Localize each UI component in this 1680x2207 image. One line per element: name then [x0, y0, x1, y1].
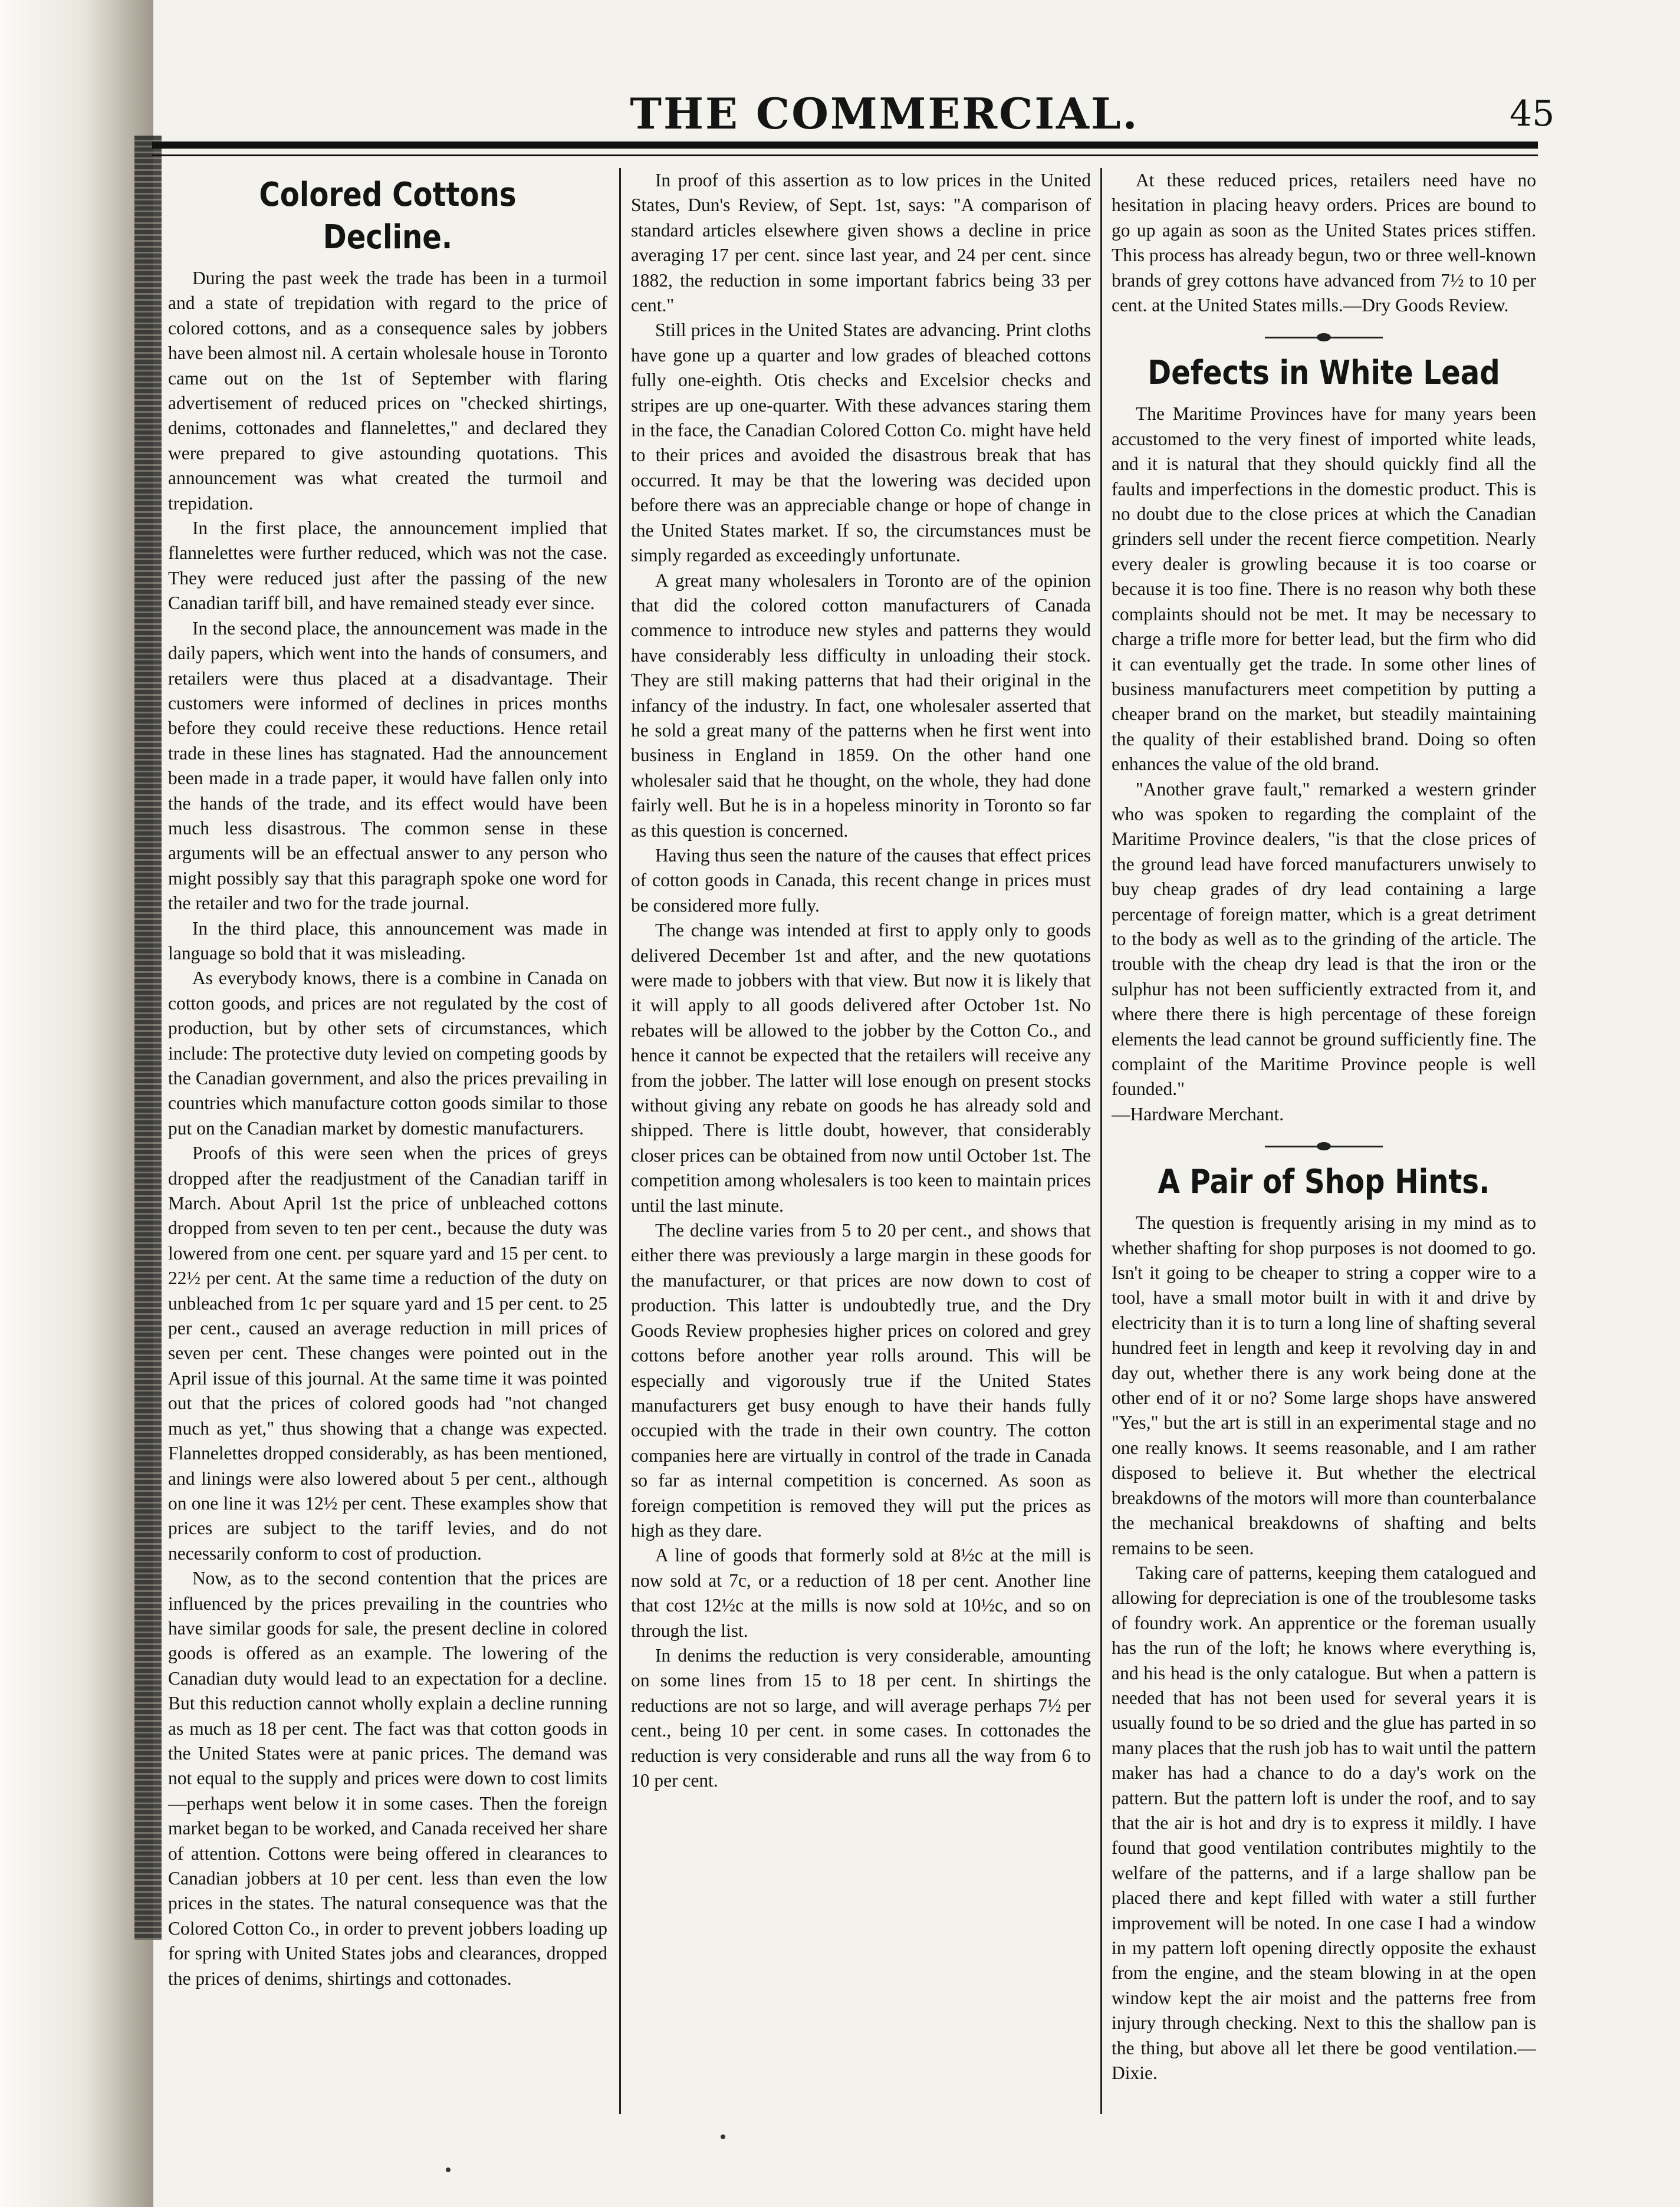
article-paragraph: Proofs of this were seen when the prices of greys dropped after the readjustment of the Canadian tariff in March. About April 1st the price of unbleached cottons dropped from seven to ten per cent., because the duty was lowered from one cent. per square yard and 15 per cent. to 22½ per cent. At the same time a reduction of the duty on unbleached from 1c per square yard and 15 per cent. to 25 per cent., caused an average reduction in mill prices of seven per cent. These changes were pointed out in the April issue of this journal. At the same time it was pointed out that the prices of colored goods had "not changed much as yet," thus showing that a change was expected. Flannelettes dropped considerably, as has been mentioned, and linings were also lowered about 5 per cent., although on one line it was 12½ per cent. These examples show that prices are subject to the tariff levies, and do not necessarily conform to cost of production.: [168, 1143, 607, 1564]
article-paragraph: As everybody knows, there is a combine in Canada on cotton goods, and prices are not regulated by the cost of production, but by other sets of circumstances, which include: The protective duty levied on competing goods by the Canadian government, and also the prices prevailing in countries which manufacture cotton goods similar to those put on the Canadian market by domestic manufacturers.: [168, 968, 607, 1139]
article-paragraph: Taking care of patterns, keeping them catalogued and allowing for depreciation is one of the troublesome tasks of foundry work. An apprentice or the foreman usually has the run of the loft; he knows where everything is, and his head is the only catalogue. But when a pattern is needed that has not been used for several years it is usually found to be so dried and the glue has parted in so many places that the rush job has to wait until the pattern maker has had a chance to do a day's work on the pattern. But the pattern loft is under the roof, and to say that the air is hot and dry is to express it mildly. I have found that good ventilation contributes mightily to the welfare of the patterns, and if a large shallow pan be placed there and kept filled with water a still further improvement will be noted. In one case I had a window in my pattern loft opening directly opposite the exhaust from the engine, and the steam blowing in at the open window kept the air moist and the patterns free from injury through checking. Next to this the shallow pan is the thing, but above all let there be good ventilation.—Dixie.: [1112, 1562, 1536, 2084]
article-paragraph: In the first place, the announcement implied that flannelettes were further reduced, which was not the case. They were reduced just after the passing of the new Canadian tariff bill, and have remained steady ever since.: [168, 518, 607, 614]
article-paragraph: At these reduced prices, retailers need have no hesitation in placing heavy orders. Prices are bound to go up again as soon as the United States prices stiffen. This process has already begun, two or three well-known brands of grey cottons have advanced from 7½ to 10 per cent. at the United States mills.—Dry Goods Review.: [1112, 170, 1536, 316]
article-paragraph: The Maritime Provinces have for many years been accustomed to the very finest of imported white leads, and it is natural that they should quickly find all the faults and imperfections in the domestic product. This is no doubt due to the close prices at which the Canadian grinders sell under the recent fierce competition. Nearly every dealer is growling because it is too coarse or because it is too fine. There is no reason why both these complaints should not be met. It may be necessary to charge a trifle more for better lead, but the firm who did it can eventually get the trade. In some other lines of business manufacturers meet competition by putting a cheaper brand on the market, but steadily maintaining the quality of their established brand. Doing so often enhances the value of the old brand.: [1112, 403, 1536, 775]
article-headline: A Pair of Shop Hints.: [1158, 1163, 1490, 1202]
article-paragraph: In proof of this assertion as to low prices in the United States, Dun's Review, of Sept. 1st, says: "A comparison of standard articles elsewhere given shows a decline in price averaging 17 per cent. since last year, and 24 per cent. since 1882, the reduction in some important fabrics being 33 per cent.": [631, 170, 1091, 316]
article-headline: Defects in White Lead: [1148, 354, 1500, 393]
page-number: 45: [1510, 93, 1555, 134]
page-binding-shadow: [0, 0, 153, 2207]
column-2: [631, 168, 1091, 2114]
column-1: [168, 168, 607, 2114]
article-paragraph: During the past week the trade has been in a turmoil and a state of trepidation with regard to the price of colored cottons, and as a consequence sales by jobbers have been almost nil. A certain wholesale house in Toronto came out on the 1st of September with flaring advertisement of reduced prices on "checked shirtings, denims, cottonades and flannelettes," and declared they were prepared to give astounding quotations. This announcement was what created the turmoil and trepidation.: [168, 268, 607, 514]
article-paragraph: In the second place, the announcement was made in the daily papers, which went into the hands of consumers, and retailers were thus placed at a disadvantage. Their customers were informed of declines in prices months before they could receive these reductions. Hence retail trade in these lines has stagnated. Had the announcement been made in a trade paper, it would have fallen only into the hands of the trade, and its effect would have been much less disastrous. The common sense in these arguments will be an effectual answer to any person who might possibly say that this paragraph spoke one word for the retailer and two for the trade journal.: [168, 617, 607, 914]
article-source: —Hardware Merchant.: [1112, 1103, 1284, 1124]
article-paragraph: Having thus seen the nature of the causes that effect prices of cotton goods in Canada, this recent change in prices must be considered more fully.: [631, 844, 1091, 916]
print-speck: [721, 2134, 725, 2139]
section-divider: [1265, 333, 1383, 341]
article-paragraph: "Another grave fault," remarked a western grinder who was spoken to regarding the complaint of the Maritime Province dealers, "is that the close prices of the ground lead have forced manufacturers unwisely to buy cheap grades of dry lead containing a large percentage of foreign matter, which is a great detriment to the body as well as to the grinding of the article. The trouble with the cheap dry lead is that the iron or the sulphur has not been sufficiently extracted from it, and where there there is high percentage of these foreign elements the lead cannot be ground sufficiently fine. The complaint of the Maritime Province people is well founded.": [1112, 778, 1536, 1100]
article-paragraph: In denims the reduction is very considerable, amounting on some lines from 15 to 18 per cent. In shirtings the reductions are not so large, and will average perhaps 7½ per cent., being 10 per cent. in some cases. In cottonades the reduction is very considerable and runs all the way from 6 to 10 per cent.: [631, 1644, 1091, 1791]
column-3: [1112, 168, 1536, 2114]
print-speck: [446, 2167, 451, 2172]
article-paragraph: A great many wholesalers in Toronto are of the opinion that did the colored cotton manufacturers of Canada commence to introduce new styles and patterns they would have considerably less difficulty in unloading their stock. They are still making patterns that had their original in the infancy of the industry. In fact, one wholesaler asserted that he sold a great many of the patterns when he first went into business in England in 1859. On the other hand one wholesaler said that he thought, on the whole, they had done fairly well. But he is in a hopeless minority in Toronto so far as this question is concerned.: [631, 570, 1091, 841]
binding-edge: [134, 136, 162, 1940]
header-rule: [152, 142, 1538, 149]
article-paragraph: The change was intended at first to apply only to goods delivered December 1st and after, and the new quotations were made to jobbers with that view. But now it is likely that it will apply to all goods delivered after October 1st. No rebates will be allowed to the jobber by the Cotton Co., and hence it cannot be expected that the retailers will receive any from the jobber. The latter will lose enough on present stocks without giving any rebate on goods he has already sold and shipped. There is little doubt, however, that considerably closer prices can be obtained from now until October 1st. The competition among wholesalers is too keen to maintain prices until the last minute.: [631, 920, 1091, 1216]
article-paragraph: Now, as to the second contention that the prices are influenced by the prices prevailing in the countries who have similar goods for sale, the present decline in colored goods is offered as an example. The lowering of the Canadian duty would lead to an expectation for a decline. But this reduction cannot wholly explain a decline running as much as 18 per cent. The fact was that cotton goods in the United States were at panic prices. The demand was not equal to the supply and prices were down to cost limits—perhaps went below it in some cases. Then the foreign market began to be worked, and Canada received her share of attention. Cottons were being offered in clearances to Canadian jobbers at 10 per cent. less than even the low prices in the states. The natural consequence was that the Colored Cotton Co., in order to prevent jobbers loading up for spring with United States jobs and clearances, dropped the prices of denims, shirtings and cottonades.: [168, 1568, 607, 1989]
article-paragraph: In the third place, this announcement was made in language so bold that it was misleading.: [168, 917, 607, 963]
masthead: THE COMMERCIAL.: [630, 88, 1139, 139]
column-separator: [1100, 168, 1102, 2114]
column-separator: [619, 168, 621, 2114]
article-paragraph: The decline varies from 5 to 20 per cent., and shows that either there was previously a large margin in these goods for the manufacturer, or that prices are now down to cost of production. This latter is undoubtedly true, and the Dry Goods Review prophesies higher prices on colored and grey cottons before another year rolls around. This will be especially and vigorously true if the United States manufacturers get busy enough to have their hands fully occupied with the trade in their own country. The cotton companies here are virtually in control of the trade in Canada so far as internal competition is concerned. As soon as foreign competition is removed they will put the prices as high as they dare.: [631, 1220, 1091, 1541]
article-paragraph: Still prices in the United States are advancing. Print cloths have gone up a quarter and low grades of bleached cottons fully one-eighth. Otis checks and Excelsior checks and stripes are up one-quarter. With these advances staring them in the face, the Canadian Colored Cotton Co. might have held to their prices and avoided the disastrous break that has occurred. It may be that the lowering was decided upon before there was an appreciable change or hope of change in the United States market. If so, the circumstances must be simply regarded as exceedingly unfortunate.: [631, 320, 1091, 566]
article-headline: Colored Cottons Decline.: [259, 176, 517, 256]
section-divider: [1265, 1142, 1383, 1150]
article-paragraph: The question is frequently arising in my mind as to whether shafting for shop purposes is not doomed to go. Isn't it going to be cheaper to string a copper wire to a tool, have a small motor built in with it and drive by electricity than it is to turn a long line of shafting several hundred feet in length and keep it revolving day in and day out, whether there is any work being done at the other end of it or no? Some large shops have answered "Yes," but the art is still in an experimental stage and no one really knows. It seems reasonable, and I am rather disposed to believe it. But whether the electrical breakdowns of the motors will more than counterbalance the mechanical breakdowns of shafting and belts remains to be seen.: [1112, 1212, 1536, 1558]
article-paragraph: A line of goods that formerly sold at 8½c at the mill is now sold at 7c, or a reduction of 18 per cent. Another line that cost 12½c at the mills is now sold at 10½c, and so on through the list.: [631, 1545, 1091, 1641]
header-rule-thin: [152, 154, 1538, 156]
